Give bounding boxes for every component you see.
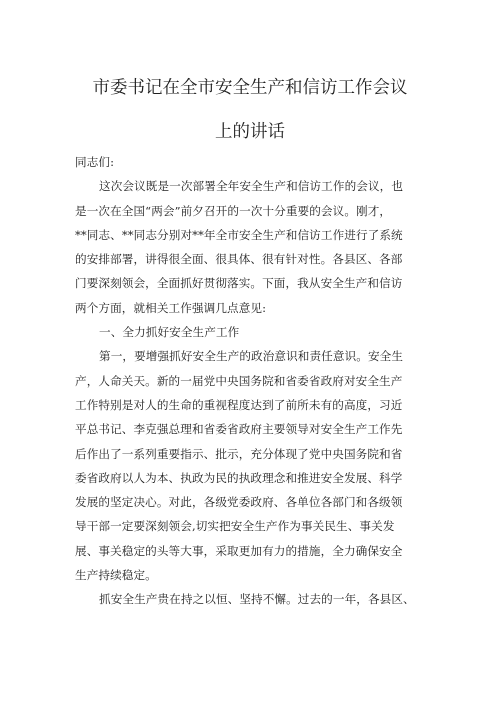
body-line: 的安排部署，讲得很全面、很具体、很有针对性。各县区、各部 <box>75 252 403 267</box>
body-line: 工作特别是对人的生命的重视程度达到了前所未有的高度，习近 <box>75 397 403 412</box>
document-title-line-1: 市委书记在全市安全生产和信访工作会议 <box>92 78 408 98</box>
body-line: 平总书记、李克强总理和省委省政府主要领导对安全生产工作先 <box>75 422 403 437</box>
body-line: 这次会议既是一次部署全年安全生产和信访工作的会议，也 <box>99 179 404 194</box>
body-line: **同志、**同志分别对**年全市安全生产和信访工作进行了系统 <box>75 227 403 242</box>
body-line: 生产持续稳定。 <box>75 568 157 583</box>
body-line: 两个方面，就相关工作强调几点意见: <box>75 300 267 315</box>
section-heading: 一、全力抓好安全生产工作 <box>99 325 240 340</box>
body-line: 展、事关稳定的头等大事，采取更加有力的措施，全力确保安全 <box>75 543 403 558</box>
body-line: 委省政府以人为本、执政为民的执政理念和推进安全发展、科学 <box>75 470 403 485</box>
salutation: 同志们: <box>75 155 115 169</box>
body-line: 第一，要增强抓好安全生产的政治意识和责任意识。安全生 <box>99 349 404 364</box>
document-title-line-2: 上的讲话 <box>215 122 285 142</box>
body-line: 发展的坚定决心。对此，各级党委政府、各单位各部门和各级领 <box>75 495 403 510</box>
body-line: 产，人命关天。新的一届党中央国务院和省委省政府对安全生产 <box>75 373 403 388</box>
body-line: 导干部一定要深刻领会,切实把安全生产作为事关民生、事关发 <box>75 519 395 534</box>
body-line: 是一次在全国“两会”前夕召开的一次十分重要的会议。刚才， <box>75 203 392 218</box>
body-line: 门要深刻领会，全面抓好贯彻落实。下面，我从安全生产和信访 <box>75 276 403 291</box>
body-line: 抓安全生产贵在持之以恒、坚持不懈。过去的一年，各县区、 <box>99 592 415 607</box>
document-body <box>75 150 435 612</box>
body-line: 后作出了一系列重要指示、批示，充分体现了党中央国务院和省 <box>75 446 403 461</box>
